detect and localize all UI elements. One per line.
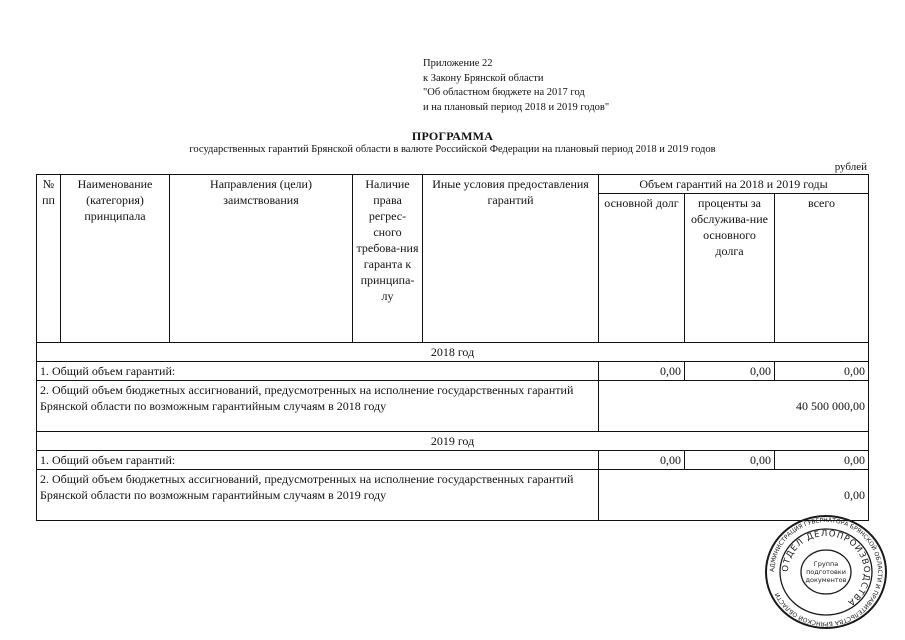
interest-value: 0,00 xyxy=(685,362,775,381)
table-row xyxy=(37,451,869,470)
units-label: рублей xyxy=(834,161,867,173)
header-num: № пп xyxy=(37,175,61,343)
stamp-center-2: подготовки xyxy=(806,568,846,576)
header-principal: основной долг xyxy=(599,194,685,343)
year-label: 2018 год xyxy=(37,343,869,362)
allocation-amount: 0,00 xyxy=(599,470,869,521)
year-row-2019 xyxy=(37,432,869,451)
table-row xyxy=(37,470,869,521)
interest-value: 0,00 xyxy=(685,451,775,470)
total-label: 1. Общий объем гарантий: xyxy=(37,451,599,470)
header-row xyxy=(37,175,869,194)
principal-value: 0,00 xyxy=(599,451,685,470)
stamp-dept-text: ОТДЕЛ ДЕЛОПРОИЗВОДСТВА xyxy=(780,528,872,608)
annex-line-3: "Об областном бюджете на 2017 год xyxy=(423,87,585,98)
year-row-2018 xyxy=(37,343,869,362)
stamp-ring-text: АДМИНИСТРАЦИЯ ГУБЕРНАТОРА БРЯНСКОЙ ОБЛАСТИ И ПРАВИТЕЛЬСТВА БРЯНСКОЙ ОБЛАСТИ xyxy=(768,516,884,628)
guarantees-table xyxy=(36,174,869,521)
header-regress: Наличие права регрес-сного требова-ния гаранта к принципа-лу xyxy=(353,175,423,343)
header-conditions: Иные условия предоставления гарантий xyxy=(423,175,599,343)
total-value: 0,00 xyxy=(775,451,869,470)
department-stamp xyxy=(764,514,888,630)
year-label: 2019 год xyxy=(37,432,869,451)
annex-block xyxy=(423,57,609,115)
principal-value: 0,00 xyxy=(599,362,685,381)
total-label: 1. Общий объем гарантий: xyxy=(37,362,599,381)
document-title: ПРОГРАММА xyxy=(411,129,494,143)
header-volume: Объем гарантий на 2018 и 2019 годы xyxy=(599,175,869,194)
allocation-amount: 40 500 000,00 xyxy=(599,381,869,432)
annex-line-2: к Закону Брянской области xyxy=(423,72,544,84)
header-purpose: Направления (цели) заимствования xyxy=(170,175,353,343)
stamp-center-3: документов xyxy=(805,576,847,584)
header-total: всего xyxy=(775,194,869,343)
stamp-center-1: Группа xyxy=(813,560,839,568)
header-interest: проценты за обслужива-ние основного долга xyxy=(685,194,775,343)
table-row xyxy=(37,362,869,381)
annex-line-1: Приложение 22 xyxy=(423,58,493,69)
allocation-label: 2. Общий объем бюджетных ассигнований, предусмотренных на исполнение государственных гарантий Брянской области по возможным гарантийным случаям в 2019 году xyxy=(37,470,599,521)
header-name: Наименование (категория) принципала xyxy=(61,175,170,343)
total-value: 0,00 xyxy=(775,362,869,381)
table-row xyxy=(37,381,869,432)
allocation-label: 2. Общий объем бюджетных ассигнований, предусмотренных на исполнение государственных гарантий Брянской области по возможным гарантийным случаям в 2018 году xyxy=(37,381,599,432)
document-subtitle: государственных гарантий Брянской области в валюте Российской Федерации на плановый период 2018 и 2019 годов xyxy=(189,144,716,155)
annex-line-4: и на плановый период 2018 и 2019 годов" xyxy=(423,101,610,113)
